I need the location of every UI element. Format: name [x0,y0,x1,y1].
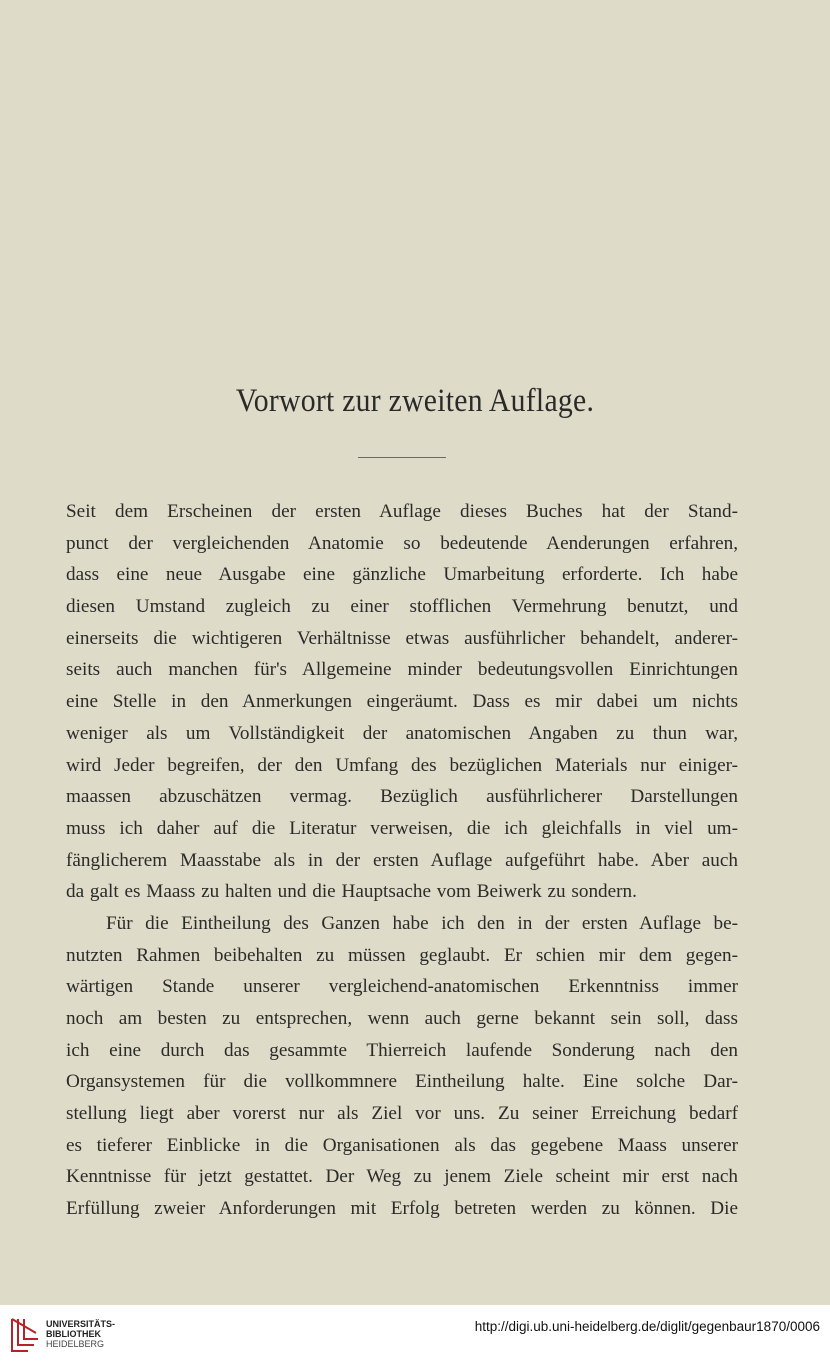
library-name-line: HEIDELBERG [46,1339,105,1349]
text-line: nutzten Rahmen beibehalten zu müssen geglaubt. Er schien mir dem gegen- [66,944,738,966]
text-line: muss ich daher auf die Literatur verweisen, die ich gleichfalls in viel um- [66,817,738,839]
text-line: Organsystemen für die vollkommnere Eintheilung halte. Eine solche Dar- [66,1071,738,1093]
text-line: punct der vergleichenden Anatomie so bedeutende Aenderungen erfahren, [66,532,738,554]
text-line: da galt es Maass zu halten und die Hauptsache vom Beiwerk zu sondern. [66,881,637,903]
library-name-line: BIBLIOTHEK [46,1329,101,1339]
footer-bar [0,1305,830,1367]
permalink-url[interactable]: http://digi.ub.uni-heidelberg.de/diglit/gegenbaur1870/0006 [474,1319,820,1334]
text-line: einerseits die wichtigeren Verhältnisse etwas ausführlicher behandelt, anderer- [66,627,738,649]
text-line: ich eine durch das gesammte Thierreich laufende Sonderung nach den [66,1039,738,1061]
page-heading: Vorwort zur zweiten Auflage. [235,383,595,419]
text-line: wärtigen Stande unserer vergleichend-anatomischen Erkenntniss immer [66,976,738,998]
text-line: noch am besten zu entsprechen, wenn auch gerne bekannt sein soll, dass [66,1008,738,1029]
body-text [66,496,738,1225]
text-line: wird Jeder begreifen, der den Umfang des bezüglichen Materials nur einiger- [66,754,738,776]
text-line: Kenntnisse für jetzt gestattet. Der Weg zu jenem Ziele scheint mir erst nach [66,1166,738,1188]
text-line: seits auch manchen für's Allgemeine minder bedeutungsvollen Einrichtungen [66,659,738,681]
text-line: maassen abzuschätzen vermag. Bezüglich ausführlicherer Darstellungen [66,786,738,808]
text-line: Seit dem Erscheinen der ersten Auflage dieses Buches hat der Stand- [66,501,738,522]
text-line: dass eine neue Ausgabe eine gänzliche Umarbeitung erforderte. Ich habe [66,564,738,586]
text-line: weniger als um Vollständigkeit der anatomischen Angaben zu thun war, [66,722,738,744]
text-line: eine Stelle in den Anmerkungen eingeräumt. Dass es mir dabei um nichts [66,691,738,713]
text-line: diesen Umstand zugleich zu einer stofflichen Vermehrung benutzt, und [66,596,738,618]
heading-divider [358,457,446,458]
text-line: fänglicherem Maasstabe als in der ersten Auflage aufgeführt habe. Aber auch [66,849,738,871]
university-library-logo-icon[interactable] [8,1315,40,1355]
text-line: Für die Eintheilung des Ganzen habe ich den in der ersten Auflage be- [106,912,738,934]
text-line: stellung liegt aber vorerst nur als Ziel vor uns. Zu seiner Erreichung bedarf [66,1103,738,1125]
text-line: es tieferer Einblicke in die Organisationen als das gegebene Maass unserer [66,1134,738,1156]
library-name-line: UNIVERSITÄTS- [46,1319,116,1329]
library-name [46,1319,115,1349]
text-line: Erfüllung zweier Anforderungen mit Erfolg betreten werden zu können. Die [66,1198,738,1220]
